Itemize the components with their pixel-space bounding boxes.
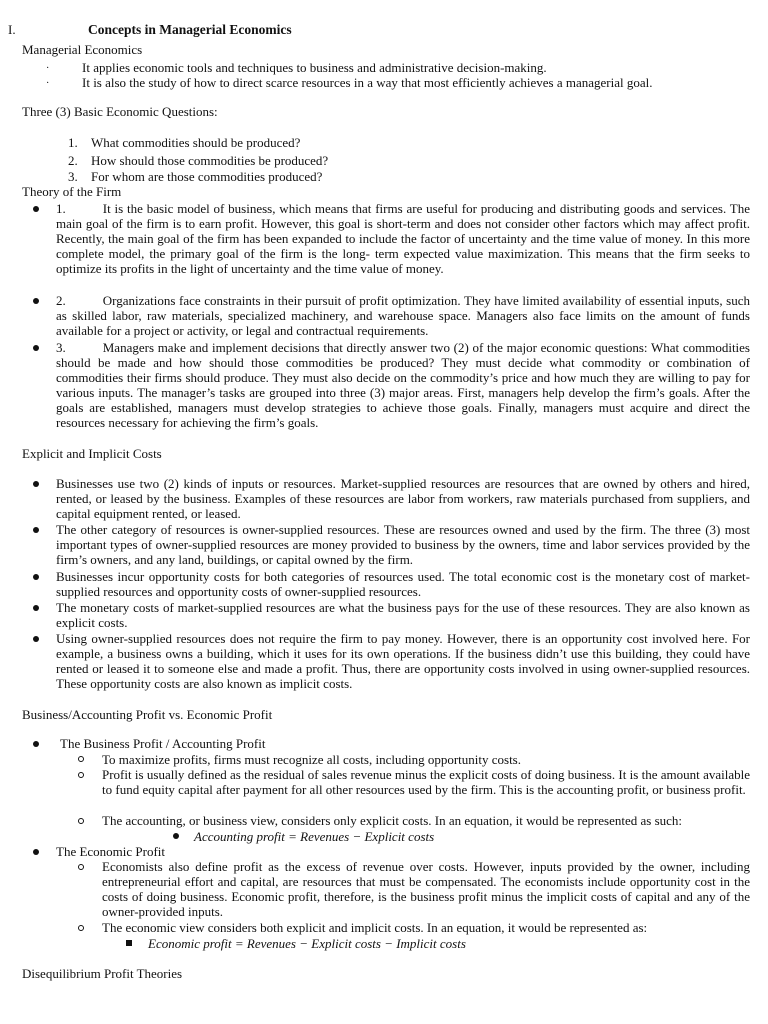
paragraph-text: Managers make and implement decisions that directly answer two (2) of the major economic questions: What commodities should be made and how should those commodities be produced? They must decide what commodity or combination of commodities their firms should produce. They must also decide on the commodity’s price and how much they are willing to pay for various inputs. The manager’s tasks are grouped into three (3) major areas. First, managers help develop the firm’s goals. After the goals are established, managers must develop strategies to achieve those goals. Finally, managers must acquire and direct the resources necessary for achieving the firm’s goals. (56, 340, 750, 430)
sub-bullet-marker (78, 772, 84, 778)
economic-profit-label: The Economic Profit (56, 844, 166, 859)
heading-disequilibrium: Disequilibrium Profit Theories (22, 966, 183, 981)
bullet-marker (33, 481, 39, 487)
list-item: It applies economic tools and techniques to business and administrative decision-making. (82, 60, 547, 75)
list-item (56, 600, 750, 630)
bullet-marker (33, 636, 39, 642)
paragraph-text: The accounting, or business view, considers only explicit costs. In an equation, it would be represented as such: (102, 813, 683, 828)
bullet-marker (33, 206, 39, 212)
section-number: I. (8, 22, 16, 37)
theory-item-2 (56, 293, 750, 338)
sub-bullet-marker (78, 818, 84, 824)
paragraph-text: The other category of resources is owner-supplied resources. These are resources owned and used by the firm. The three (3) most important types of owner-supplied resources are money provided to business by the owners, time and labor services provided by the firm’s owners, and any land, buildings, or capital owned by the firm. (56, 522, 750, 567)
paragraph-text: Profit is usually defined as the residual of sales revenue minus the explicit costs of doing business. It is the amount available to fund equity capital after payment for all other resources used by the firm. This is the accounting profit, or business profit. (102, 767, 750, 797)
heading-theory-of-firm: Theory of the Firm (22, 184, 122, 199)
list-number: 1. (56, 201, 66, 216)
list-number: 2. (68, 153, 78, 168)
paragraph (56, 201, 750, 276)
paragraph-text: The monetary costs of market-supplied resources are what the business pays for the use of these resources. They are also known as explicit costs. (56, 600, 750, 630)
list-number: 2. (56, 293, 66, 308)
list-item (102, 859, 750, 919)
bullet-marker (126, 940, 132, 946)
list-item (102, 920, 750, 935)
heading-managerial-economics: Managerial Economics (22, 42, 143, 57)
paragraph-text: Using owner-supplied resources does not require the firm to pay money. However, there is an opportunity cost involved here. For example, a business owns a building, which it uses for its own operations. If the business didn’t use this building, they could have rented or leased it to someone else and made a profit. Thus, there are opportunity costs involved in using owner-supplied resources. These opportunity costs are also known as implicit costs. (56, 631, 750, 691)
heading-basic-questions: Three (3) Basic Economic Questions: (22, 104, 218, 119)
bullet-marker (33, 345, 39, 351)
bullet-marker (33, 741, 39, 747)
paragraph-text: Organizations face constraints in their pursuit of profit optimization. They have limited availability of essential inputs, such as skilled labor, raw materials, specialized machinery, and warehouse space. Managers also face limits on the amount of funds available for a project or activity, or legal and contractual requirements. (56, 293, 750, 338)
list-item (102, 752, 750, 767)
paragraph-text: Economists also define profit as the excess of revenue over costs. However, inputs provided by the owner, including entrepreneurial effort and capital, are resources that must be compensated. The economists include opportunity cost in the costs of doing business. Economic profit, therefore, is the business profit minus the implicit costs of capital and any of the owner-provided inputs. (102, 859, 750, 919)
list-number: 3. (56, 340, 66, 355)
business-profit-label: The Business Profit / Accounting Profit (60, 736, 266, 751)
heading-profit-comparison: Business/Accounting Profit vs. Economic Profit (22, 707, 273, 722)
list-item: For whom are those commodities produced? (91, 169, 323, 184)
paragraph-text: It is the basic model of business, which means that firms are useful for producing and distributing goods and services. The main goal of the firm is to earn profit. However, this goal is short-term and does not consider other factors which may affect profit. Recently, the main goal of the firm has been expanded to include the factor of uncertainty and the time value of money. In this more complete model, the primary goal of the firm is the long- term expected value maximization. This means that the firm seeks to optimize its profits in the light of uncertainty and the time value of money. (56, 201, 750, 276)
bullet-marker (33, 574, 39, 580)
list-item (102, 767, 750, 797)
sub-bullet-marker (78, 864, 84, 870)
list-item: How should those commodities be produced? (91, 153, 329, 168)
economic-profit-equation: Economic profit = Revenues − Explicit costs − Implicit costs (148, 936, 466, 951)
sub-bullet-marker (78, 925, 84, 931)
theory-item-1 (56, 201, 750, 276)
bullet-marker (33, 605, 39, 611)
bullet-marker (33, 298, 39, 304)
list-item (56, 522, 750, 567)
paragraph (56, 293, 750, 338)
page-title: Concepts in Managerial Economics (88, 22, 292, 37)
sub-bullet-marker (78, 756, 84, 762)
bullet-marker: · (46, 63, 50, 74)
list-item (56, 631, 750, 691)
bullet-marker (173, 833, 179, 839)
paragraph-text: The economic view considers both explicit and implicit costs. In an equation, it would be represented as: (102, 920, 648, 935)
paragraph-text: To maximize profits, firms must recognize all costs, including opportunity costs. (102, 752, 521, 767)
paragraph (56, 340, 750, 430)
list-number: 3. (68, 169, 78, 184)
list-item: What commodities should be produced? (91, 135, 301, 150)
paragraph-text: Businesses use two (2) kinds of inputs or resources. Market-supplied resources are resources that are owned by others and hired, rented, or leased by the business. Examples of these resources are labor from workers, raw materials purchased from suppliers, and capital equipment rented, or leased. (56, 476, 750, 521)
list-item (102, 813, 750, 828)
list-number: 1. (68, 135, 78, 150)
list-item: It is also the study of how to direct scarce resources in a way that most efficiently achieves a managerial goal. (82, 75, 653, 90)
bullet-marker (33, 527, 39, 533)
theory-item-3 (56, 340, 750, 430)
heading-explicit-implicit-costs: Explicit and Implicit Costs (22, 446, 162, 461)
paragraph-text: Businesses incur opportunity costs for both categories of resources used. The total economic cost is the monetary cost of market-supplied resources and opportunity costs of owner-supplied resources. (56, 569, 750, 599)
list-item (56, 476, 750, 521)
bullet-marker: · (46, 78, 50, 89)
accounting-profit-equation: Accounting profit = Revenues − Explicit costs (194, 829, 435, 844)
list-item (56, 569, 750, 599)
bullet-marker (33, 849, 39, 855)
